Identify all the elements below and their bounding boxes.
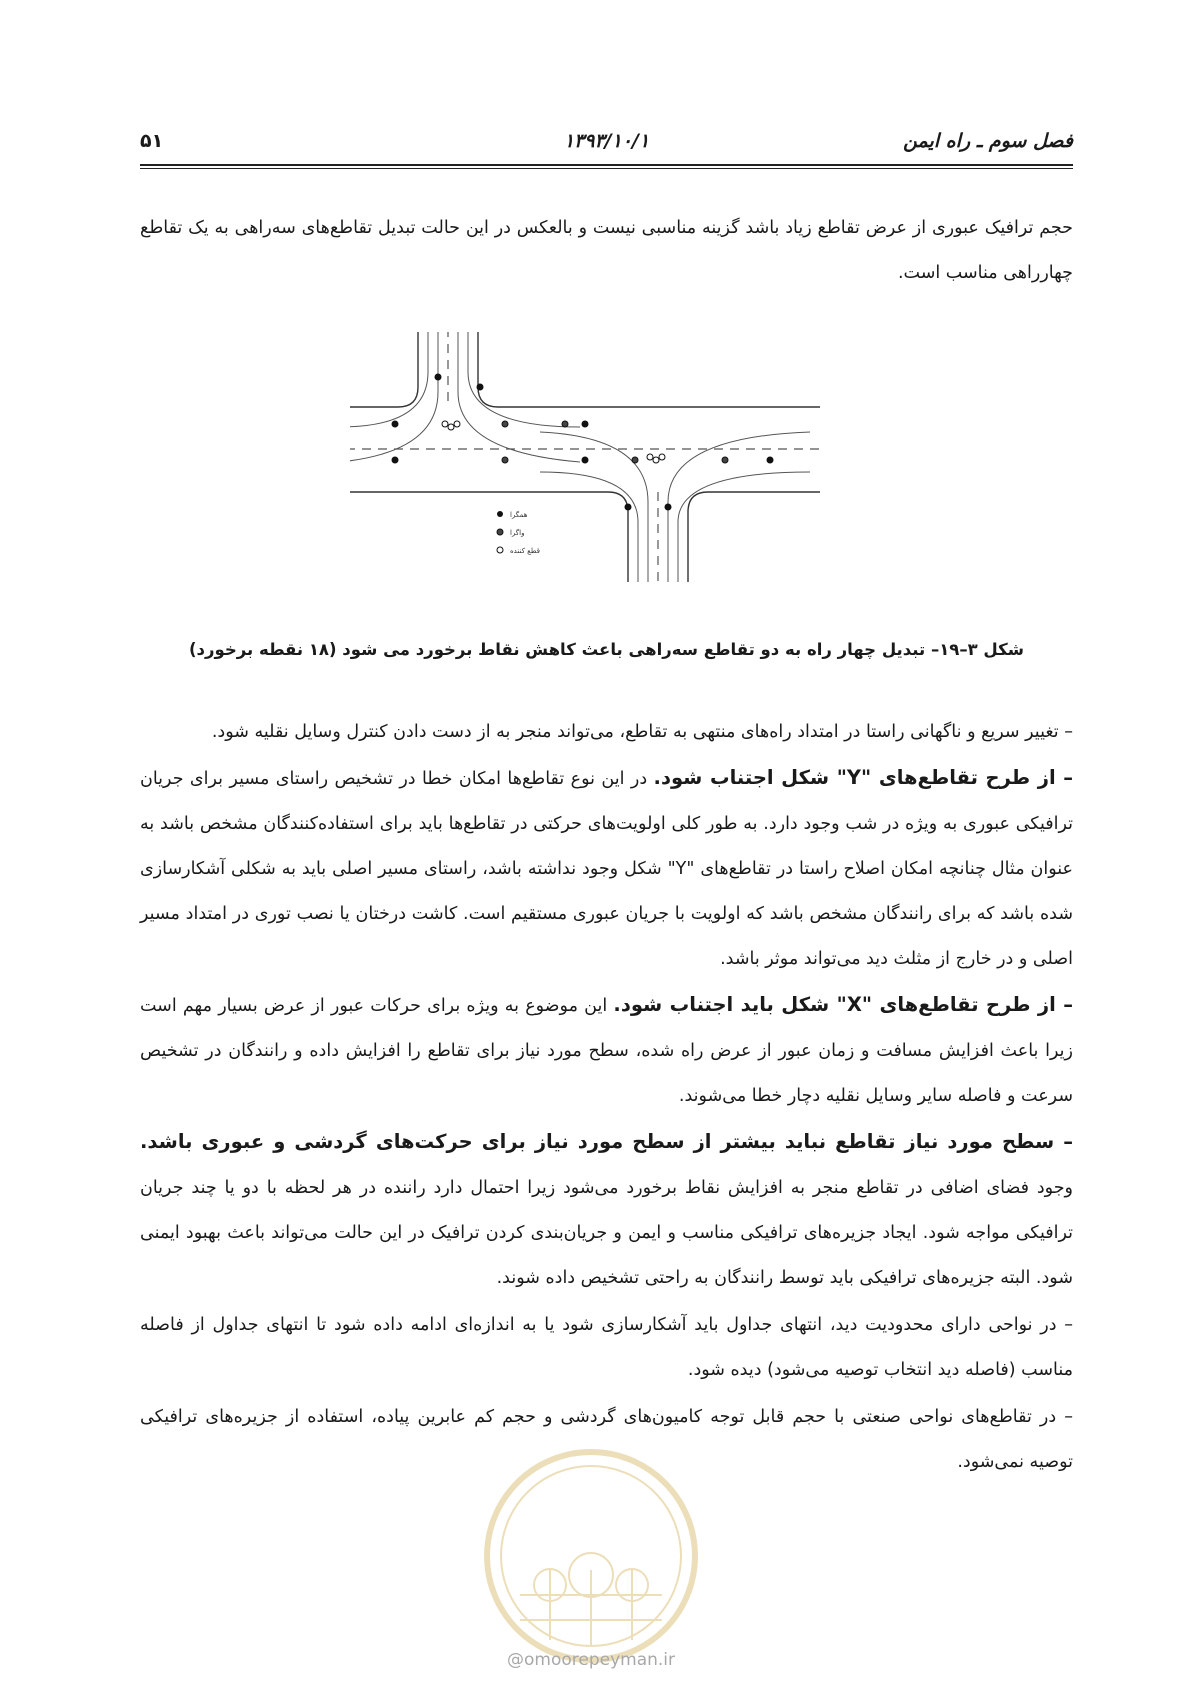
intro-paragraph <box>140 206 1073 296</box>
figure-caption: شکل ۳–۱۹– تبدیل چهار راه به دو تقاطع سه‌راهی باعث کاهش نقاط برخورد می شود (۱۸ نقطه برخورد) <box>189 640 1024 659</box>
legend-crossing: قطع کننده <box>510 547 540 555</box>
bullet-list <box>140 708 1073 1485</box>
bullet-item: – سطح مورد نیاز تقاطع نباید بیشتر از سطح مورد نیاز برای حرکت‌های گردشی و عبوری باشد. وجود فضای اضافی در تقاطع منجر به افزایش نقاط برخورد می‌شود زیرا احتمال دارد راننده در هر لحظه با دو یا چند جریان ترافیکی مواجه شود. ایجاد جزیره‌های ترافیکی مناسب و ایمن و جریان‌بندی کردن ترافیک در این حالت می‌تواند باعث بهبود ایمنی شود. البته جزیره‌های ترافیکی باید توسط رانندگان به راحتی تشخیص داده شوند. <box>140 1130 1073 1288</box>
bullet-item: – تغییر سریع و ناگهانی راستا در امتداد راه‌های منتهی به تقاطع، می‌تواند منجر به از دست دادن کنترل وسایل نقلیه شود. <box>211 722 1073 742</box>
page-number: ۵۱ <box>140 130 164 152</box>
page-header <box>140 122 1073 162</box>
legend-converging: همگرا <box>510 511 528 519</box>
chapter-title: فصل سوم ـ راه ایمن <box>903 130 1073 152</box>
bullet-item: – از طرح تقاطع‌های "Y" شکل اجتناب شود. در این نوع تقاطع‌ها امکان خطا در تشخیص راستای مسیر برای جریان ترافیکی عبوری به ویژه در شب وجود دارد. به طور کلی اولویت‌های حرکتی در تقاطع‌ها باید برای استفاده‌کنندگان مشخص باشد به عنوان مثال چنانچه امکان اصلاح راستا در تقاطع‌های "Y" شکل وجود نداشته باشد، راستای مسیر اصلی باید به شکلی آشکارسازی شده باشد که برای رانندگان مشخص باشد که اولویت با جریان عبوری مستقیم است. کاشت درختان یا نصب توری در امتداد مسیر اصلی و در خارج از مثلث دید می‌تواند موثر باشد. <box>140 766 1074 969</box>
bullet-item: – در تقاطع‌های نواحی صنعتی با حجم قابل توجه کامیون‌های گردشی و حجم کم عابرین پیاده، استفاده از جزیره‌های ترافیکی توصیه نمی‌شود. <box>140 1407 1073 1472</box>
bullet-item: – در نواحی دارای محدودیت دید، انتهای جداول باید آشکارسازی شود یا به اندازه‌ای ادامه داده شود تا انتهای جداول از فاصله مناسب (فاصله دید انتخاب توصیه می‌شود) دیده شود. <box>140 1315 1073 1380</box>
intersection-diagram <box>350 332 820 612</box>
legend-diverging: واگرا <box>510 529 525 537</box>
at-icon: @ <box>506 1650 524 1670</box>
intro-text: حجم ترافیک عبوری از عرض تقاطع زیاد باشد گزینه مناسبی نیست و بالعکس در این حالت تبدیل تقاطع‌های سه‌راهی به یک تقاطع چهارراهی مناسب است. <box>140 218 1073 283</box>
header-rule <box>140 164 1073 166</box>
header-rule-thin <box>140 168 1073 169</box>
header-date: ۱۳۹۳/۱۰/۱ <box>563 130 650 152</box>
conflict-points <box>392 374 774 511</box>
watermark-stamp <box>480 1445 702 1667</box>
diagram-legend <box>497 510 540 555</box>
bullet-item: – از طرح تقاطع‌های "X" شکل باید اجتناب شود. این موضوع به ویژه برای حرکات عبور از عرض بسیار مهم است زیرا باعث افزایش مسافت و زمان عبور از عرض راه شده، سطح مورد نیاز برای تقاطع را افزایش داده و رانندگان در تشخیص سرعت و فاصله سایر وسایل نقلیه دچار خطا می‌شوند. <box>140 993 1074 1106</box>
turn-paths <box>350 332 810 582</box>
watermark-site: @omoorepeyman.ir <box>506 1650 676 1670</box>
